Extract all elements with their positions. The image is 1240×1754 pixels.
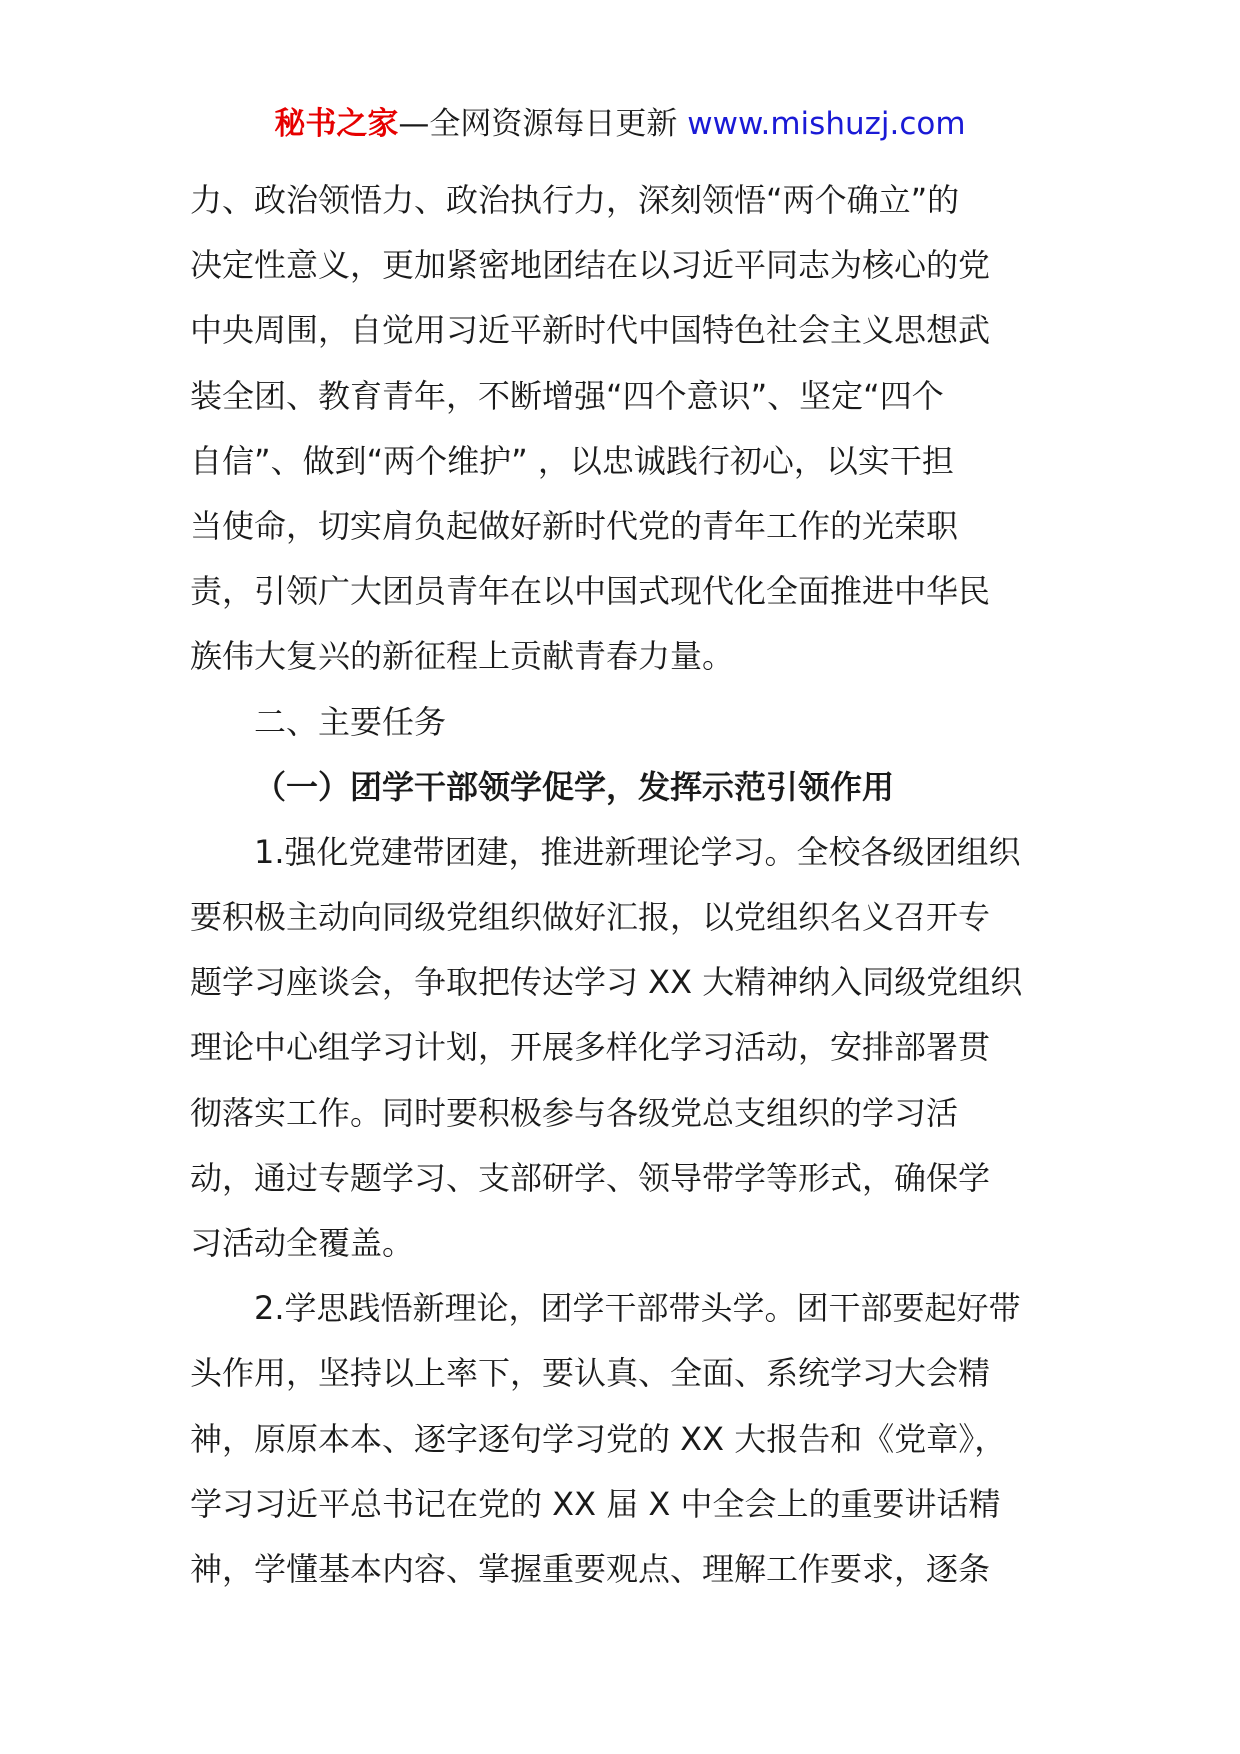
body-line: 自信”、做到“两个维护” ，以忠诚践行初心，以实干担	[190, 441, 954, 480]
body-line: 神，原原本本、逐字逐句学习党的 XX 大报告和《党章》，	[190, 1419, 1007, 1458]
body-line: 彻落实工作。同时要积极参与各级党总支组织的学习活	[190, 1093, 959, 1132]
body-line: 习活动全覆盖。	[190, 1224, 415, 1262]
body-line: 题学习座谈会，争取把传达学习 XX 大精神纳入同级党组织	[190, 963, 1023, 1002]
body-line: 装全团、教育青年，不断增强“四个意识”、坚定“四个	[190, 376, 944, 415]
body-line: 动，通过专题学习、支部研学、领导带学等形式，确保学	[190, 1158, 991, 1197]
subsection-heading: （一）团学干部领学促学，发挥示范引领作用	[254, 767, 895, 806]
body-line: 责，引领广大团员青年在以中国式现代化全面推进中华民	[190, 572, 991, 611]
body-line: 中央周围，自觉用习近平新时代中国特色社会主义思想武	[190, 311, 991, 350]
paragraph-start-line: 2.学思践悟新理论，团学干部带头学。团干部要起好带	[254, 1289, 1021, 1328]
body-line: 要积极主动向同级党组织做好汇报，以党组织名义召开专	[190, 898, 991, 937]
header-tagline: —全网资源每日更新	[398, 106, 688, 142]
page-header	[0, 100, 1240, 148]
brand-name: 秘书之家	[274, 106, 399, 142]
body-line: 当使命，切实肩负起做好新时代党的青年工作的光荣职	[190, 506, 959, 545]
document-body	[190, 168, 1070, 1602]
site-url-link[interactable]: www.mishuzj.com	[687, 106, 966, 142]
body-line: 神，学懂基本内容、掌握重要观点、理解工作要求，逐条	[190, 1549, 991, 1588]
body-line: 力、政治领悟力、政治执行力，深刻领悟“两个确立”的	[190, 181, 960, 219]
body-line: 头作用，坚持以上率下，要认真、全面、系统学习大会精	[190, 1354, 991, 1393]
body-line: 族伟大复兴的新征程上贡献青春力量。	[190, 637, 735, 676]
section-heading: 二、主要任务	[254, 702, 447, 741]
paragraph-start-line: 1.强化党建带团建，推进新理论学习。全校各级团组织	[254, 832, 1021, 871]
body-line: 理论中心组学习计划，开展多样化学习活动，安排部署贯	[190, 1028, 991, 1067]
body-line: 学习习近平总书记在党的 XX 届 X 中全会上的重要讲话精	[190, 1484, 1001, 1523]
body-line: 决定性意义，更加紧密地团结在以习近平同志为核心的党	[190, 246, 991, 285]
